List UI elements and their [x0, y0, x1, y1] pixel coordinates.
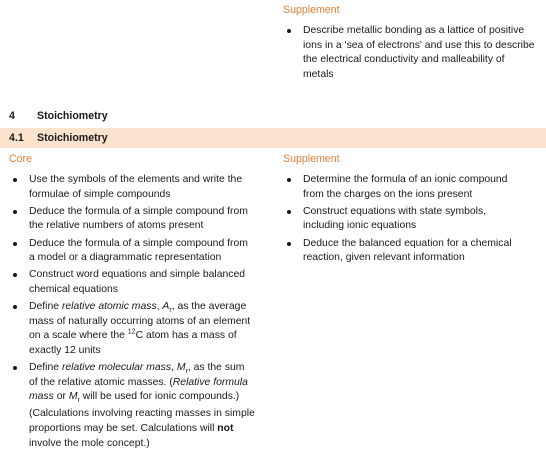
section-title: Stoichiometry	[37, 110, 108, 122]
section-header	[9, 109, 108, 124]
subsection-title: Stoichiometry	[37, 132, 108, 144]
list-item-relative-molecular-mass: Define relative molecular mass, $M_r$, as the sum of the relative atomic masses. (Relative formula mass or $M_r$ will be used for ionic compounds.)	[9, 361, 279, 405]
bullet-icon	[13, 210, 17, 214]
list-item: Deduce the formula of a simple compound from a model or a diagrammatic representation	[9, 237, 279, 266]
list-item: Deduce the formula of a simple compound from the relative numbers of atoms present	[9, 205, 279, 234]
supplement-heading: Supplement	[283, 153, 340, 165]
list-item: Use the symbols of the elements and write the formulae of simple compounds	[9, 173, 279, 202]
bullet-icon	[13, 242, 17, 246]
bullet-icon	[287, 178, 291, 182]
core-list	[9, 173, 279, 405]
list-item: Construct word equations and simple balanced chemical equations	[9, 268, 279, 297]
bullet-icon	[287, 29, 291, 33]
bullet-icon	[13, 305, 17, 309]
list-item: Determine the formula of an ionic compound from the charges on the ions present	[283, 173, 543, 202]
supplement-list	[283, 173, 543, 268]
list-item-relative-atomic-mass: Define relative atomic mass, $A_r$, as the average mass of naturally occurring atoms of an element on a scale where the $^{12}$C atom has a mass of exactly 12 units	[9, 300, 279, 358]
core-column	[9, 173, 279, 451]
list-item: Construct equations with state symbols, including ionic equations	[283, 205, 543, 234]
bullet-icon	[287, 210, 291, 214]
core-heading: Core	[9, 153, 32, 165]
bullet-icon	[287, 242, 291, 246]
list-item: Deduce the balanced equation for a chemical reaction, given relevant information	[283, 237, 543, 266]
bullet-icon	[13, 273, 17, 277]
calculation-note: (Calculations involving reacting masses in simple proportions may be set. Calculations will not involve the mole concept.)	[29, 408, 255, 449]
bullet-icon	[13, 366, 17, 370]
subsection-number: 4.1	[9, 132, 24, 144]
list-item: Describe metallic bonding as a lattice of positive ions in a 'sea of electrons' and use this to describe the electrical conductivity and malleability of metals	[283, 24, 543, 82]
subsection-header	[9, 131, 108, 146]
top-supplement-heading: Supplement	[283, 4, 340, 16]
section-number: 4	[9, 110, 15, 122]
top-supplement-list	[283, 24, 543, 85]
bullet-icon	[13, 178, 17, 182]
